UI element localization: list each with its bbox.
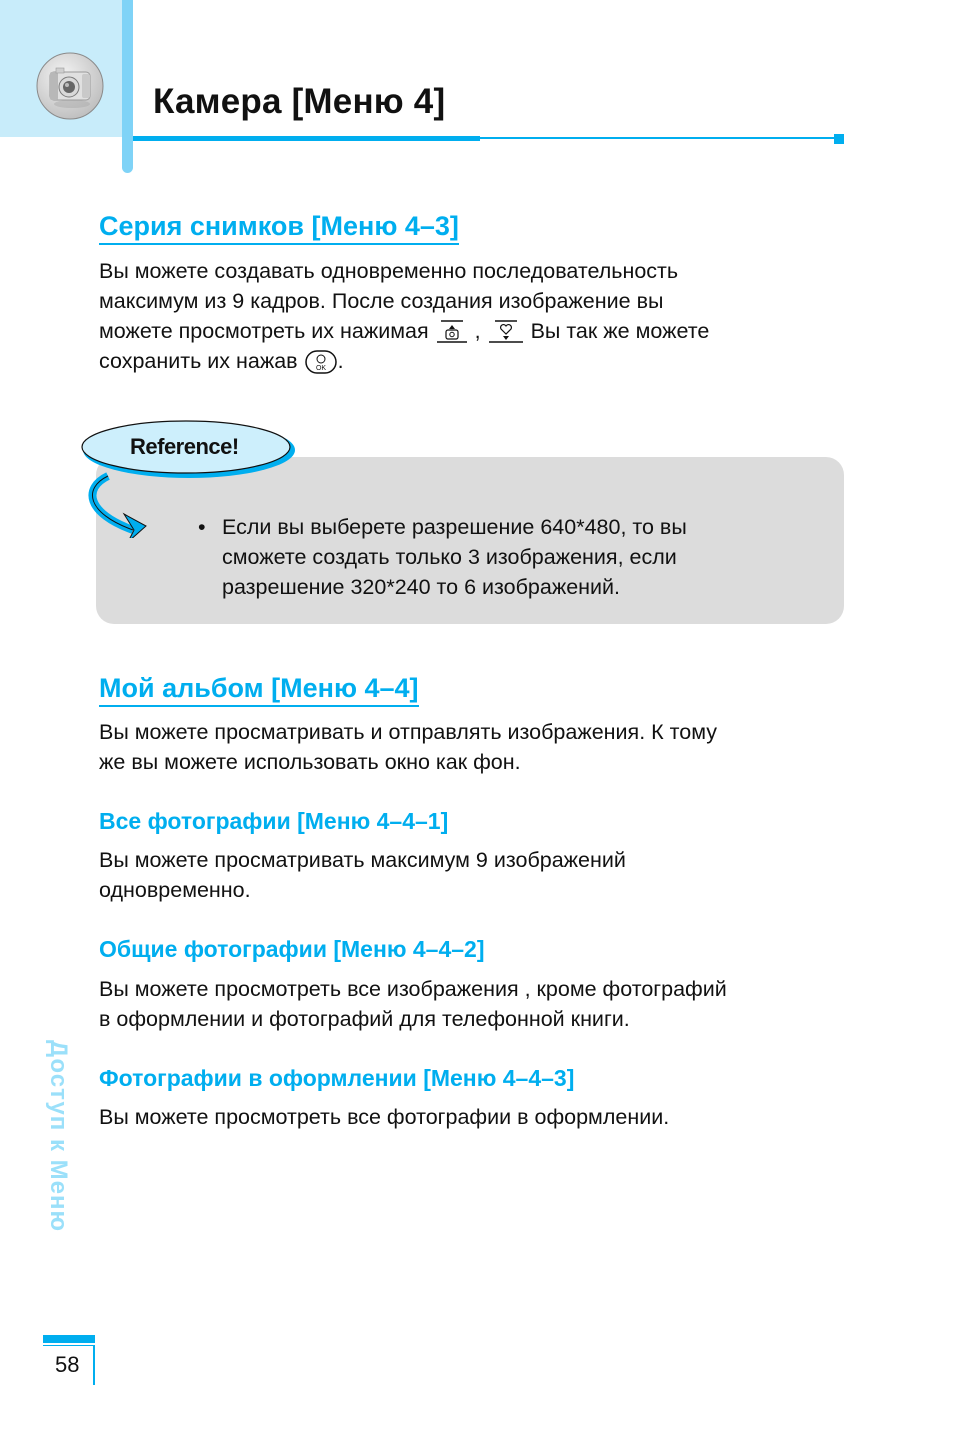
series-line-4a: сохранить их нажав	[99, 349, 298, 373]
general-photos-line-2: в оформлении и фотографий для телефонной книги.	[99, 1007, 630, 1031]
section-heading-series: Серия снимков [Меню 4–3]	[99, 211, 459, 245]
reference-line-3: разрешение 320*240 то 6 изображений.	[222, 575, 621, 599]
page-title: Камера [Меню 4]	[153, 82, 446, 121]
reference-bullet: •	[198, 515, 206, 539]
ok-key-label: OK	[315, 365, 326, 373]
title-rule-end	[834, 134, 844, 144]
album-line-1: Вы можете просматривать и отправлять изображения. К тому	[99, 720, 717, 744]
series-line-4-period: .	[337, 349, 344, 373]
general-photos-line-1: Вы можете просмотреть все изображения , кроме фотографий	[99, 977, 727, 1001]
page-number: 58	[55, 1352, 80, 1377]
series-paragraph	[99, 256, 709, 376]
page-number-rule	[43, 1345, 95, 1346]
header-vertical-bar	[122, 0, 133, 173]
up-phonebook-key-icon	[435, 319, 469, 345]
series-line-3a: можете просмотреть их нажимая	[99, 319, 429, 343]
theme-photos-line-1: Вы можете просмотреть все фотографии в оформлении.	[99, 1105, 670, 1129]
album-paragraph	[99, 717, 717, 777]
reference-line-2: сможете создать только 3 изображения, если	[222, 545, 677, 569]
theme-photos-paragraph	[99, 1102, 669, 1132]
camera-icon	[36, 52, 104, 120]
series-line-2: максимум из 9 кадров. После создания изображение вы	[99, 289, 664, 313]
title-rule	[480, 137, 836, 139]
page-number-bar	[43, 1335, 95, 1343]
reference-line-1: Если вы выберете разрешение 640*480, то вы	[222, 515, 687, 539]
ok-key-icon	[304, 349, 338, 375]
sidebar-section-label	[42, 1040, 72, 1330]
reference-text	[222, 512, 687, 602]
subheading-general-photos: Общие фотографии [Меню 4–4–2]	[99, 936, 485, 962]
page-number-divider	[93, 1345, 95, 1385]
title-underline	[133, 136, 480, 141]
series-line-3	[99, 316, 709, 346]
sidebar-label-text: Доступ к Меню	[45, 1040, 72, 1232]
series-line-3-comma: ,	[474, 319, 481, 343]
down-favorite-key-icon	[487, 319, 525, 345]
series-line-1: Вы можете создавать одновременно последовательность	[99, 259, 679, 283]
all-photos-line-2: одновременно.	[99, 878, 251, 902]
all-photos-paragraph	[99, 845, 626, 905]
series-line-3b: Вы так же можете	[530, 319, 710, 343]
general-photos-paragraph	[99, 974, 727, 1034]
all-photos-line-1: Вы можете просматривать максимум 9 изображений	[99, 848, 626, 872]
section-heading-album: Мой альбом [Меню 4–4]	[99, 673, 419, 707]
reference-label: Reference!	[130, 434, 239, 459]
album-line-2: же вы можете использовать окно как фон.	[99, 750, 521, 774]
subheading-theme-photos: Фотографии в оформлении [Меню 4–4–3]	[99, 1065, 575, 1091]
subheading-all-photos: Все фотографии [Меню 4–4–1]	[99, 808, 449, 834]
series-line-4	[99, 346, 709, 376]
